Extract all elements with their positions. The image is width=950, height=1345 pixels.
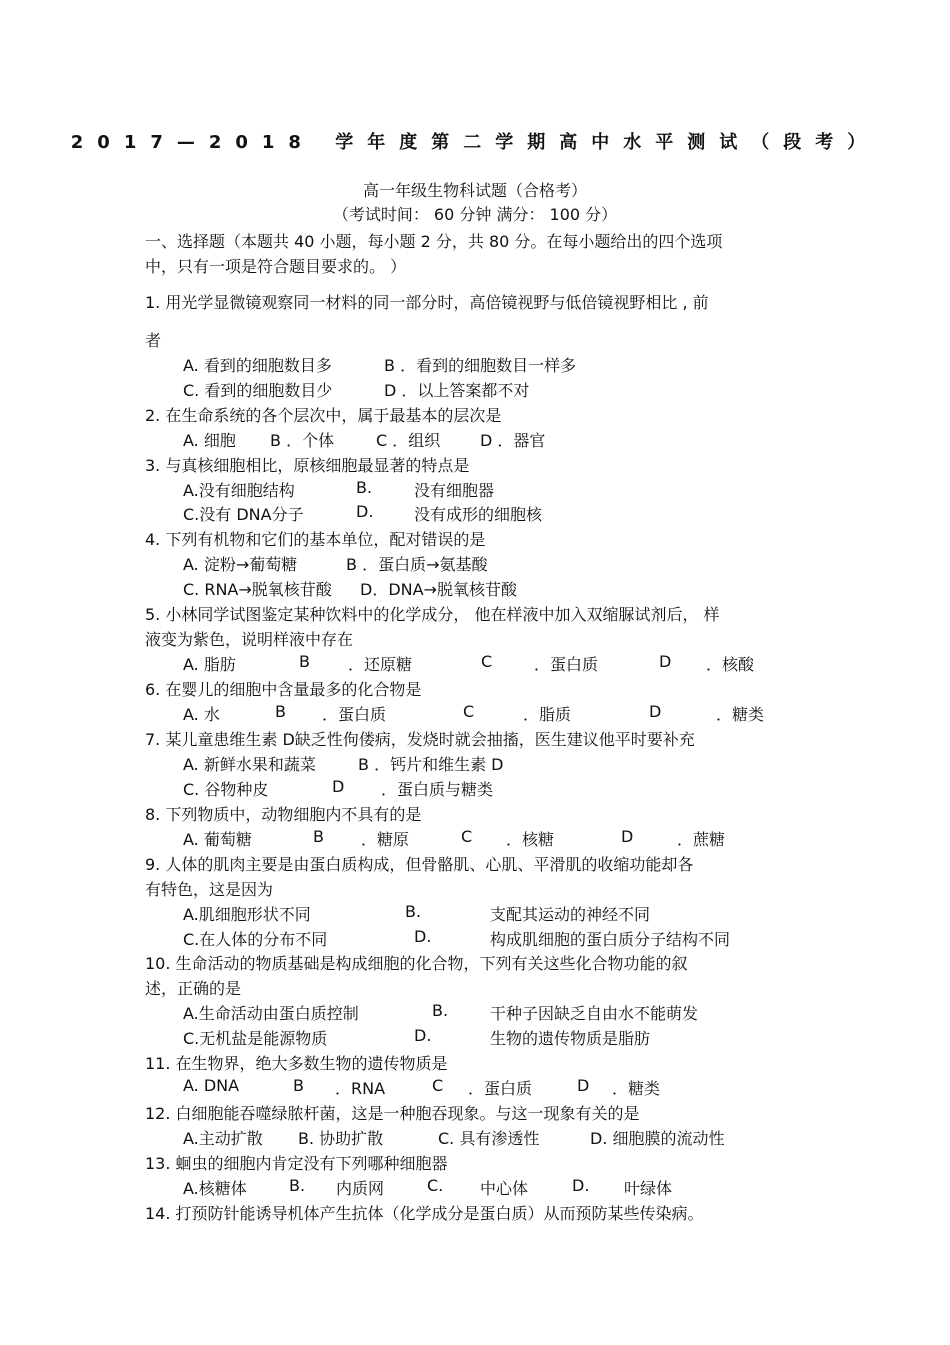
question-1-option-d: D ．以上答案都不对 (384, 381, 530, 400)
question-10-option-d: 生物的遗传物质是脂肪 (490, 1029, 651, 1048)
question-4-option-b: B ．蛋白质→氨基酸 (346, 555, 488, 574)
question-13-option-c: 中心体 (480, 1179, 529, 1198)
question-3-stem: 3. 与真核细胞相比，原核细胞最显著的特点是 (145, 456, 470, 475)
question-6-option-b-letter: B (275, 702, 286, 721)
question-6-option-a: A. 水 (183, 705, 220, 724)
question-1-stem: 1. 用光学显微镜观察同一材料的同一部分时，高倍镜视野与低倍镜视野相比 , 前 (145, 293, 709, 312)
question-6-option-b: ．蛋白质 (322, 705, 387, 724)
question-3-option-a: A.没有细胞结构 (183, 481, 295, 500)
question-2-option-d: D ．器官 (480, 431, 546, 450)
question-10-option-d-letter: D. (414, 1026, 432, 1045)
question-12-stem: 12. 白细胞能吞噬绿脓杆菌，这是一种胞吞现象。与这一现象有关的是 (145, 1104, 640, 1123)
question-9-option-c: C.在人体的分布不同 (183, 930, 328, 949)
question-1-option-a: A. 看到的细胞数目多 (183, 356, 332, 375)
question-11-option-d: ．糖类 (612, 1079, 661, 1098)
question-7-option-a: A. 新鲜水果和蔬菜 (183, 755, 316, 774)
question-13-option-a: A.核糖体 (183, 1179, 247, 1198)
question-7-option-c: C. 谷物种皮 (183, 780, 269, 799)
question-5-option-b-letter: B (299, 652, 310, 671)
question-8-option-b: ．糖原 (361, 830, 410, 849)
question-13-option-b-letter: B. (289, 1176, 306, 1195)
question-1-option-b: B ．看到的细胞数目一样多 (384, 356, 577, 375)
question-5-stem-cont: 液变为紫色，说明样液中存在 (145, 630, 354, 649)
question-9-option-d: 构成肌细胞的蛋白质分子结构不同 (490, 930, 731, 949)
question-8-option-a: A. 葡萄糖 (183, 830, 252, 849)
question-9-option-b-letter: B. (405, 902, 422, 921)
question-2-option-c: C ．组织 (376, 431, 441, 450)
question-9-option-b: 支配其运动的神经不同 (490, 905, 651, 924)
question-10-option-a: A.生命活动由蛋白质控制 (183, 1004, 359, 1023)
question-10-stem: 10. 生命活动的物质基础是构成细胞的化合物，下列有关这些化合物功能的叙 (145, 954, 688, 973)
exam-time-info: （考试时间： 60 分钟 满分： 100 分） (332, 205, 618, 224)
question-4-option-a: A. 淀粉→葡萄糖 (183, 555, 298, 574)
question-1-option-c: C. 看到的细胞数目少 (183, 381, 333, 400)
question-6-option-d: ．糖类 (716, 705, 765, 724)
question-2-option-b: B ．个体 (270, 431, 335, 450)
question-8-option-c-letter: C (461, 827, 473, 846)
question-5-option-b: ．还原糖 (348, 655, 413, 674)
question-5-stem: 5. 小林同学试图鉴定某种饮料中的化学成分， 他在样液中加入双缩脲试剂后， 样 (145, 605, 720, 624)
question-8-stem: 8. 下列物质中，动物细胞内不具有的是 (145, 805, 422, 824)
question-3-option-b-letter: B. (356, 478, 373, 497)
question-13-option-d: 叶绿体 (624, 1179, 673, 1198)
exam-title: 2017—2018 学年度第二学期高中水平测试（段考） (70, 132, 880, 153)
question-5-option-c: ．蛋白质 (534, 655, 599, 674)
question-10-option-c: C.无机盐是能源物质 (183, 1029, 328, 1048)
question-7-stem: 7. 某儿童患维生素 D缺乏性佝偻病，发烧时就会抽搐，医生建议他平时要补充 (145, 730, 695, 749)
question-13-option-c-letter: C. (427, 1176, 444, 1195)
question-10-option-b-letter: B. (432, 1001, 449, 1020)
question-5-option-a: A. 脂肪 (183, 655, 236, 674)
question-9-option-a: A.肌细胞形状不同 (183, 905, 311, 924)
question-13-option-d-letter: D. (572, 1176, 590, 1195)
question-6-stem: 6. 在婴儿的细胞中含量最多的化合物是 (145, 680, 422, 699)
question-2-option-a: A. 细胞 (183, 431, 236, 450)
question-12-option-b: B. 协助扩散 (298, 1129, 384, 1148)
question-5-option-c-letter: C (481, 652, 493, 671)
question-6-option-d-letter: D (649, 702, 662, 721)
question-7-option-b: B ．钙片和维生素 D (358, 755, 504, 774)
question-11-option-b: ．RNA (335, 1079, 386, 1098)
question-11-option-a: A. DNA (183, 1076, 240, 1095)
question-4-option-c: C. RNA→脱氧核苷酸 (183, 580, 332, 599)
question-7-option-d: ．蛋白质与糖类 (381, 780, 494, 799)
question-12-option-c: C. 具有渗透性 (438, 1129, 540, 1148)
question-3-option-d: 没有成形的细胞核 (414, 505, 543, 524)
section-instructions-line1: 一、选择题（本题共 40 小题，每小题 2 分，共 80 分。在每小题给出的四个选项 (145, 232, 723, 251)
question-12-option-d: D. 细胞膜的流动性 (590, 1129, 725, 1148)
question-2-stem: 2. 在生命系统的各个层次中，属于最基本的层次是 (145, 406, 502, 425)
question-8-option-b-letter: B (313, 827, 324, 846)
question-11-option-d-letter: D (577, 1076, 590, 1095)
question-9-stem: 9. 人体的肌肉主要是由蛋白质构成，但骨骼肌、心肌、平滑肌的收缩功能却各 (145, 855, 694, 874)
question-9-stem-cont: 有特色，这是因为 (145, 880, 274, 899)
question-3-option-b: 没有细胞器 (414, 481, 495, 500)
question-11-option-c-letter: C (432, 1076, 444, 1095)
question-4-option-d: D．DNA→脱氧核苷酸 (360, 580, 517, 599)
question-7-option-d-letter: D (332, 777, 345, 796)
question-3-option-d-letter: D. (356, 502, 374, 521)
question-8-option-c: ．核糖 (506, 830, 555, 849)
section-instructions-line2: 中，只有一项是符合题目要求的。 ） (145, 257, 407, 276)
question-11-stem: 11. 在生物界，绝大多数生物的遗传物质是 (145, 1054, 448, 1073)
question-9-option-d-letter: D. (414, 927, 432, 946)
question-6-option-c: ．脂质 (523, 705, 572, 724)
question-13-stem: 13. 蛔虫的细胞内肯定没有下列哪种细胞器 (145, 1154, 448, 1173)
question-13-option-b: 内质网 (336, 1179, 385, 1198)
question-10-stem-cont: 述，正确的是 (145, 979, 242, 998)
question-11-option-c: ．蛋白质 (468, 1079, 533, 1098)
question-11-option-b-letter: B (293, 1076, 304, 1095)
question-5-option-d: ．核酸 (706, 655, 755, 674)
question-8-option-d-letter: D (621, 827, 634, 846)
question-10-option-b: 干种子因缺乏自由水不能萌发 (490, 1004, 699, 1023)
question-12-option-a: A.主动扩散 (183, 1129, 263, 1148)
question-14-stem: 14. 打预防针能诱导机体产生抗体（化学成分是蛋白质）从而预防某些传染病。 (145, 1204, 704, 1223)
question-1-stem-cont: 者 (145, 331, 162, 350)
question-8-option-d: ．蔗糖 (677, 830, 726, 849)
question-6-option-c-letter: C (463, 702, 475, 721)
question-5-option-d-letter: D (659, 652, 672, 671)
exam-subtitle: 高一年级生物科试题（合格考） (362, 181, 587, 200)
question-3-option-c: C.没有 DNA分子 (183, 505, 304, 524)
question-4-stem: 4. 下列有机物和它们的基本单位，配对错误的是 (145, 530, 486, 549)
